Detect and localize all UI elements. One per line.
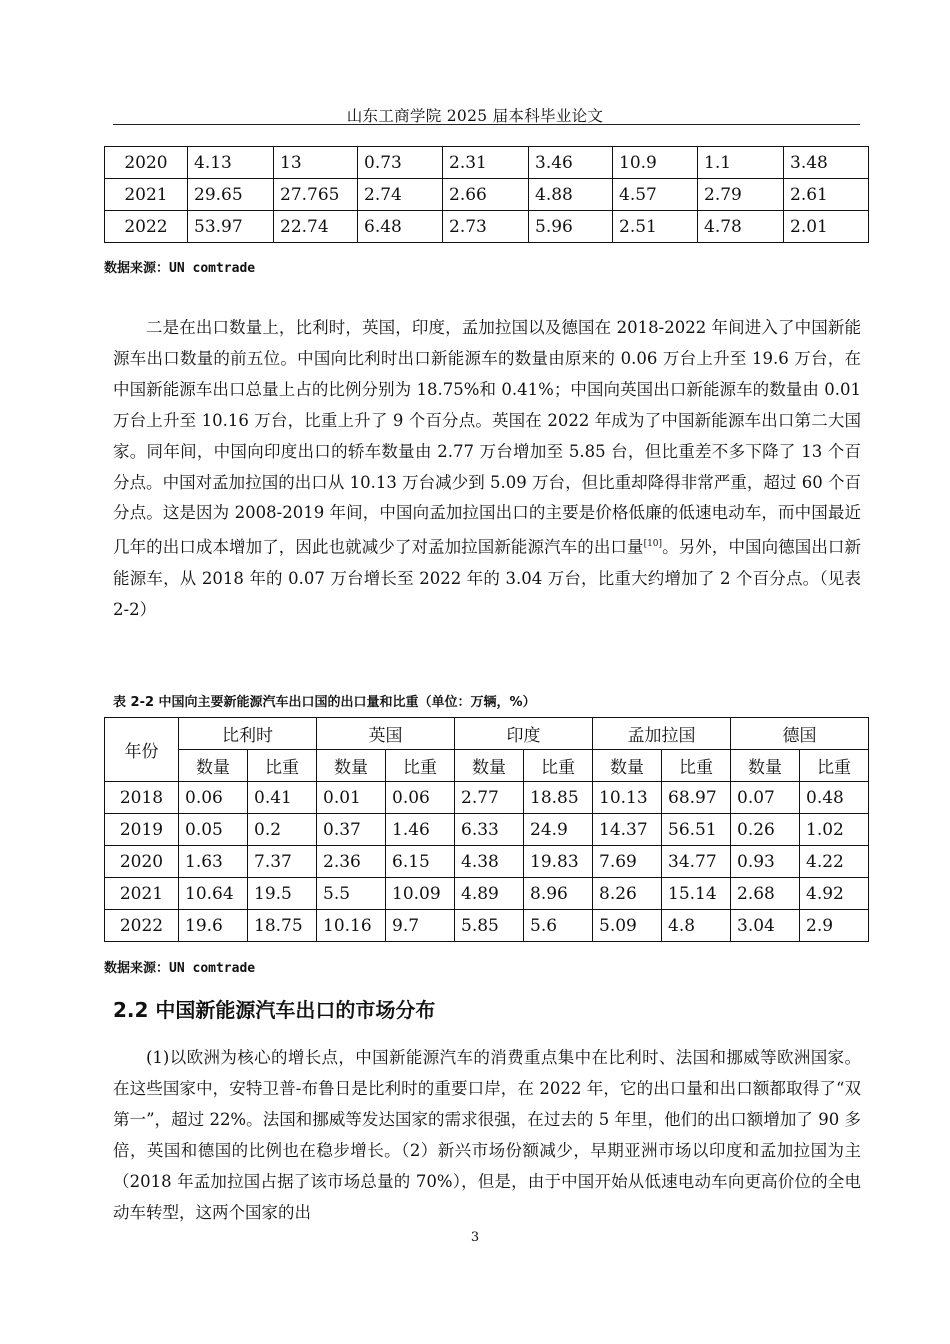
header-rule — [113, 124, 860, 125]
value-cell: 2.79 — [698, 179, 784, 211]
value-cell: 4.22 — [800, 846, 869, 878]
value-cell: 22.74 — [274, 211, 358, 243]
value-cell: 1.1 — [698, 147, 784, 179]
year-cell: 2020 — [105, 846, 179, 878]
value-cell: 10.64 — [179, 878, 248, 910]
header-country: 德国 — [731, 718, 869, 750]
value-cell: 19.6 — [179, 910, 248, 942]
value-cell: 1.63 — [179, 846, 248, 878]
value-cell: 2.74 — [358, 179, 443, 211]
sub-header-share: 比重 — [524, 750, 593, 782]
table-2-source: 数据来源：UN comtrade — [104, 961, 256, 976]
value-cell: 0.05 — [179, 814, 248, 846]
value-cell: 6.33 — [455, 814, 524, 846]
value-cell: 2.77 — [455, 782, 524, 814]
year-cell: 2019 — [105, 814, 179, 846]
table-2-1-continued — [104, 146, 869, 243]
value-cell: 4.89 — [455, 878, 524, 910]
value-cell: 13 — [274, 147, 358, 179]
value-cell: 5.5 — [317, 878, 386, 910]
value-cell: 0.2 — [248, 814, 317, 846]
value-cell: 2.51 — [613, 211, 698, 243]
value-cell: 29.65 — [188, 179, 274, 211]
value-cell: 24.9 — [524, 814, 593, 846]
value-cell: 2.9 — [800, 910, 869, 942]
paragraph-market-distribution: (1)以欧洲为核心的增长点，中国新能源汽车的消费重点集中在比利时、法国和挪威等欧洲国家。在这些国家中，安特卫普-布鲁日是比利时的重要口岸，在 2022 年，它的出口量和出口额都取得了“双第一”，超过 22%。法国和挪威等发达国家的需求很强，在过去的 5 年里，他们的出口额增加了 90 多倍，英国和德国的比例也在稳步增长。（2）新兴市场份额减少，早期亚洲市场以印度和孟加拉国为主（2018 年孟加拉国占据了该市场总量的 70%），但是，由于中国开始从低速电动车向更高价位的全电动车转型，这两个国家的出 — [113, 1048, 861, 1222]
value-cell: 2.68 — [731, 878, 800, 910]
sub-header-share: 比重 — [248, 750, 317, 782]
year-cell: 2021 — [105, 179, 188, 211]
running-header: 山东工商学院 2025 届本科毕业论文 — [346, 107, 604, 125]
value-cell: 2.66 — [443, 179, 529, 211]
value-cell: 3.04 — [731, 910, 800, 942]
header-year: 年份 — [105, 718, 179, 782]
table-1-source: 数据来源：UN comtrade — [104, 261, 256, 276]
value-cell: 2.01 — [784, 211, 869, 243]
value-cell: 19.5 — [248, 878, 317, 910]
sub-header-quantity: 数量 — [179, 750, 248, 782]
value-cell: 0.01 — [317, 782, 386, 814]
table-row — [105, 878, 869, 910]
table-row — [105, 211, 869, 243]
value-cell: 0.93 — [731, 846, 800, 878]
value-cell: 19.83 — [524, 846, 593, 878]
year-cell: 2022 — [105, 910, 179, 942]
value-cell: 3.46 — [529, 147, 613, 179]
table-row — [105, 147, 869, 179]
value-cell: 5.85 — [455, 910, 524, 942]
value-cell: 18.85 — [524, 782, 593, 814]
header-country: 比利时 — [179, 718, 317, 750]
header-country: 印度 — [455, 718, 593, 750]
table-2-2-caption: 表 2-2 中国向主要新能源汽车出口国的出口量和比重（单位：万辆，%） — [113, 695, 536, 710]
value-cell: 0.37 — [317, 814, 386, 846]
paragraph-export-quantity: 二是在出口数量上，比利时，英国，印度，孟加拉国以及德国在 2018-2022 年间进入了中国新能源车出口数量的前五位。中国向比利时出口新能源车的数量由原来的 0.06 万台上升至 19.6 万台，在中国新能源车出口总量上占的比例分别为 18.75%和 0.41%；中国向英国出口新能源车的数量由 0.01 万台上升至 10.16 万台，比重上升了 9 个百分点。英国在 2022 年成为了中国新能源车出口第二大国家。同年间，中国向印度出口的轿车数量由 2.77 万台增加至 5.85 台，但比重差不多下降了 13 个百分点。中国对孟加拉国的出口从 10.13 万台减少到 5.09 万台，但比重却降得非常严重，超过 60 个百分点。这是因为 2008-2019 年间，中国向孟加拉国出口的主要是价格低廉的低速电动车，而中国最近几年的出口成本增加了，因此也就减少了对孟加拉国新能源汽车的出口量[10]。另外，中国向德国出口新能源车，从 2018 年的 0.07 万台增长至 2022 年的 3.04 万台，比重大约增加了 2 个百分点。（见表 2-2） — [113, 318, 862, 619]
value-cell: 4.8 — [662, 910, 731, 942]
sub-header-share: 比重 — [662, 750, 731, 782]
value-cell: 8.96 — [524, 878, 593, 910]
value-cell: 5.96 — [529, 211, 613, 243]
header-country: 英国 — [317, 718, 455, 750]
value-cell: 2.61 — [784, 179, 869, 211]
value-cell: 5.6 — [524, 910, 593, 942]
header-country: 孟加拉国 — [593, 718, 731, 750]
sub-header-quantity: 数量 — [593, 750, 662, 782]
value-cell: 53.97 — [188, 211, 274, 243]
table-row — [105, 179, 869, 211]
value-cell: 6.15 — [386, 846, 455, 878]
value-cell: 0.07 — [731, 782, 800, 814]
citation: [10] — [643, 539, 663, 550]
sub-header-quantity: 数量 — [731, 750, 800, 782]
page-number: 3 — [470, 1230, 480, 1245]
value-cell: 6.48 — [358, 211, 443, 243]
value-cell: 9.7 — [386, 910, 455, 942]
year-cell: 2022 — [105, 211, 188, 243]
table-row — [105, 782, 869, 814]
value-cell: 56.51 — [662, 814, 731, 846]
table-row — [105, 814, 869, 846]
table-2-2 — [104, 717, 869, 942]
value-cell: 7.69 — [593, 846, 662, 878]
value-cell: 27.765 — [274, 179, 358, 211]
value-cell: 2.73 — [443, 211, 529, 243]
table-row — [105, 846, 869, 878]
year-cell: 2020 — [105, 147, 188, 179]
sub-header-share: 比重 — [386, 750, 455, 782]
table-row — [105, 910, 869, 942]
year-cell: 2018 — [105, 782, 179, 814]
value-cell: 5.09 — [593, 910, 662, 942]
value-cell: 2.36 — [317, 846, 386, 878]
section-heading: 2.2 中国新能源汽车出口的市场分布 — [113, 998, 436, 1022]
value-cell: 0.06 — [386, 782, 455, 814]
sub-header-quantity: 数量 — [455, 750, 524, 782]
sub-header-quantity: 数量 — [317, 750, 386, 782]
value-cell: 68.97 — [662, 782, 731, 814]
value-cell: 1.46 — [386, 814, 455, 846]
value-cell: 7.37 — [248, 846, 317, 878]
year-cell: 2021 — [105, 878, 179, 910]
value-cell: 10.9 — [613, 147, 698, 179]
value-cell: 4.38 — [455, 846, 524, 878]
value-cell: 10.09 — [386, 878, 455, 910]
value-cell: 14.37 — [593, 814, 662, 846]
sub-header-share: 比重 — [800, 750, 869, 782]
value-cell: 18.75 — [248, 910, 317, 942]
value-cell: 1.02 — [800, 814, 869, 846]
value-cell: 2.31 — [443, 147, 529, 179]
value-cell: 0.26 — [731, 814, 800, 846]
value-cell: 34.77 — [662, 846, 731, 878]
value-cell: 4.78 — [698, 211, 784, 243]
value-cell: 4.57 — [613, 179, 698, 211]
value-cell: 4.92 — [800, 878, 869, 910]
value-cell: 0.48 — [800, 782, 869, 814]
value-cell: 8.26 — [593, 878, 662, 910]
value-cell: 4.88 — [529, 179, 613, 211]
value-cell: 10.16 — [317, 910, 386, 942]
value-cell: 0.41 — [248, 782, 317, 814]
value-cell: 0.06 — [179, 782, 248, 814]
value-cell: 0.73 — [358, 147, 443, 179]
value-cell: 10.13 — [593, 782, 662, 814]
value-cell: 15.14 — [662, 878, 731, 910]
value-cell: 4.13 — [188, 147, 274, 179]
value-cell: 3.48 — [784, 147, 869, 179]
